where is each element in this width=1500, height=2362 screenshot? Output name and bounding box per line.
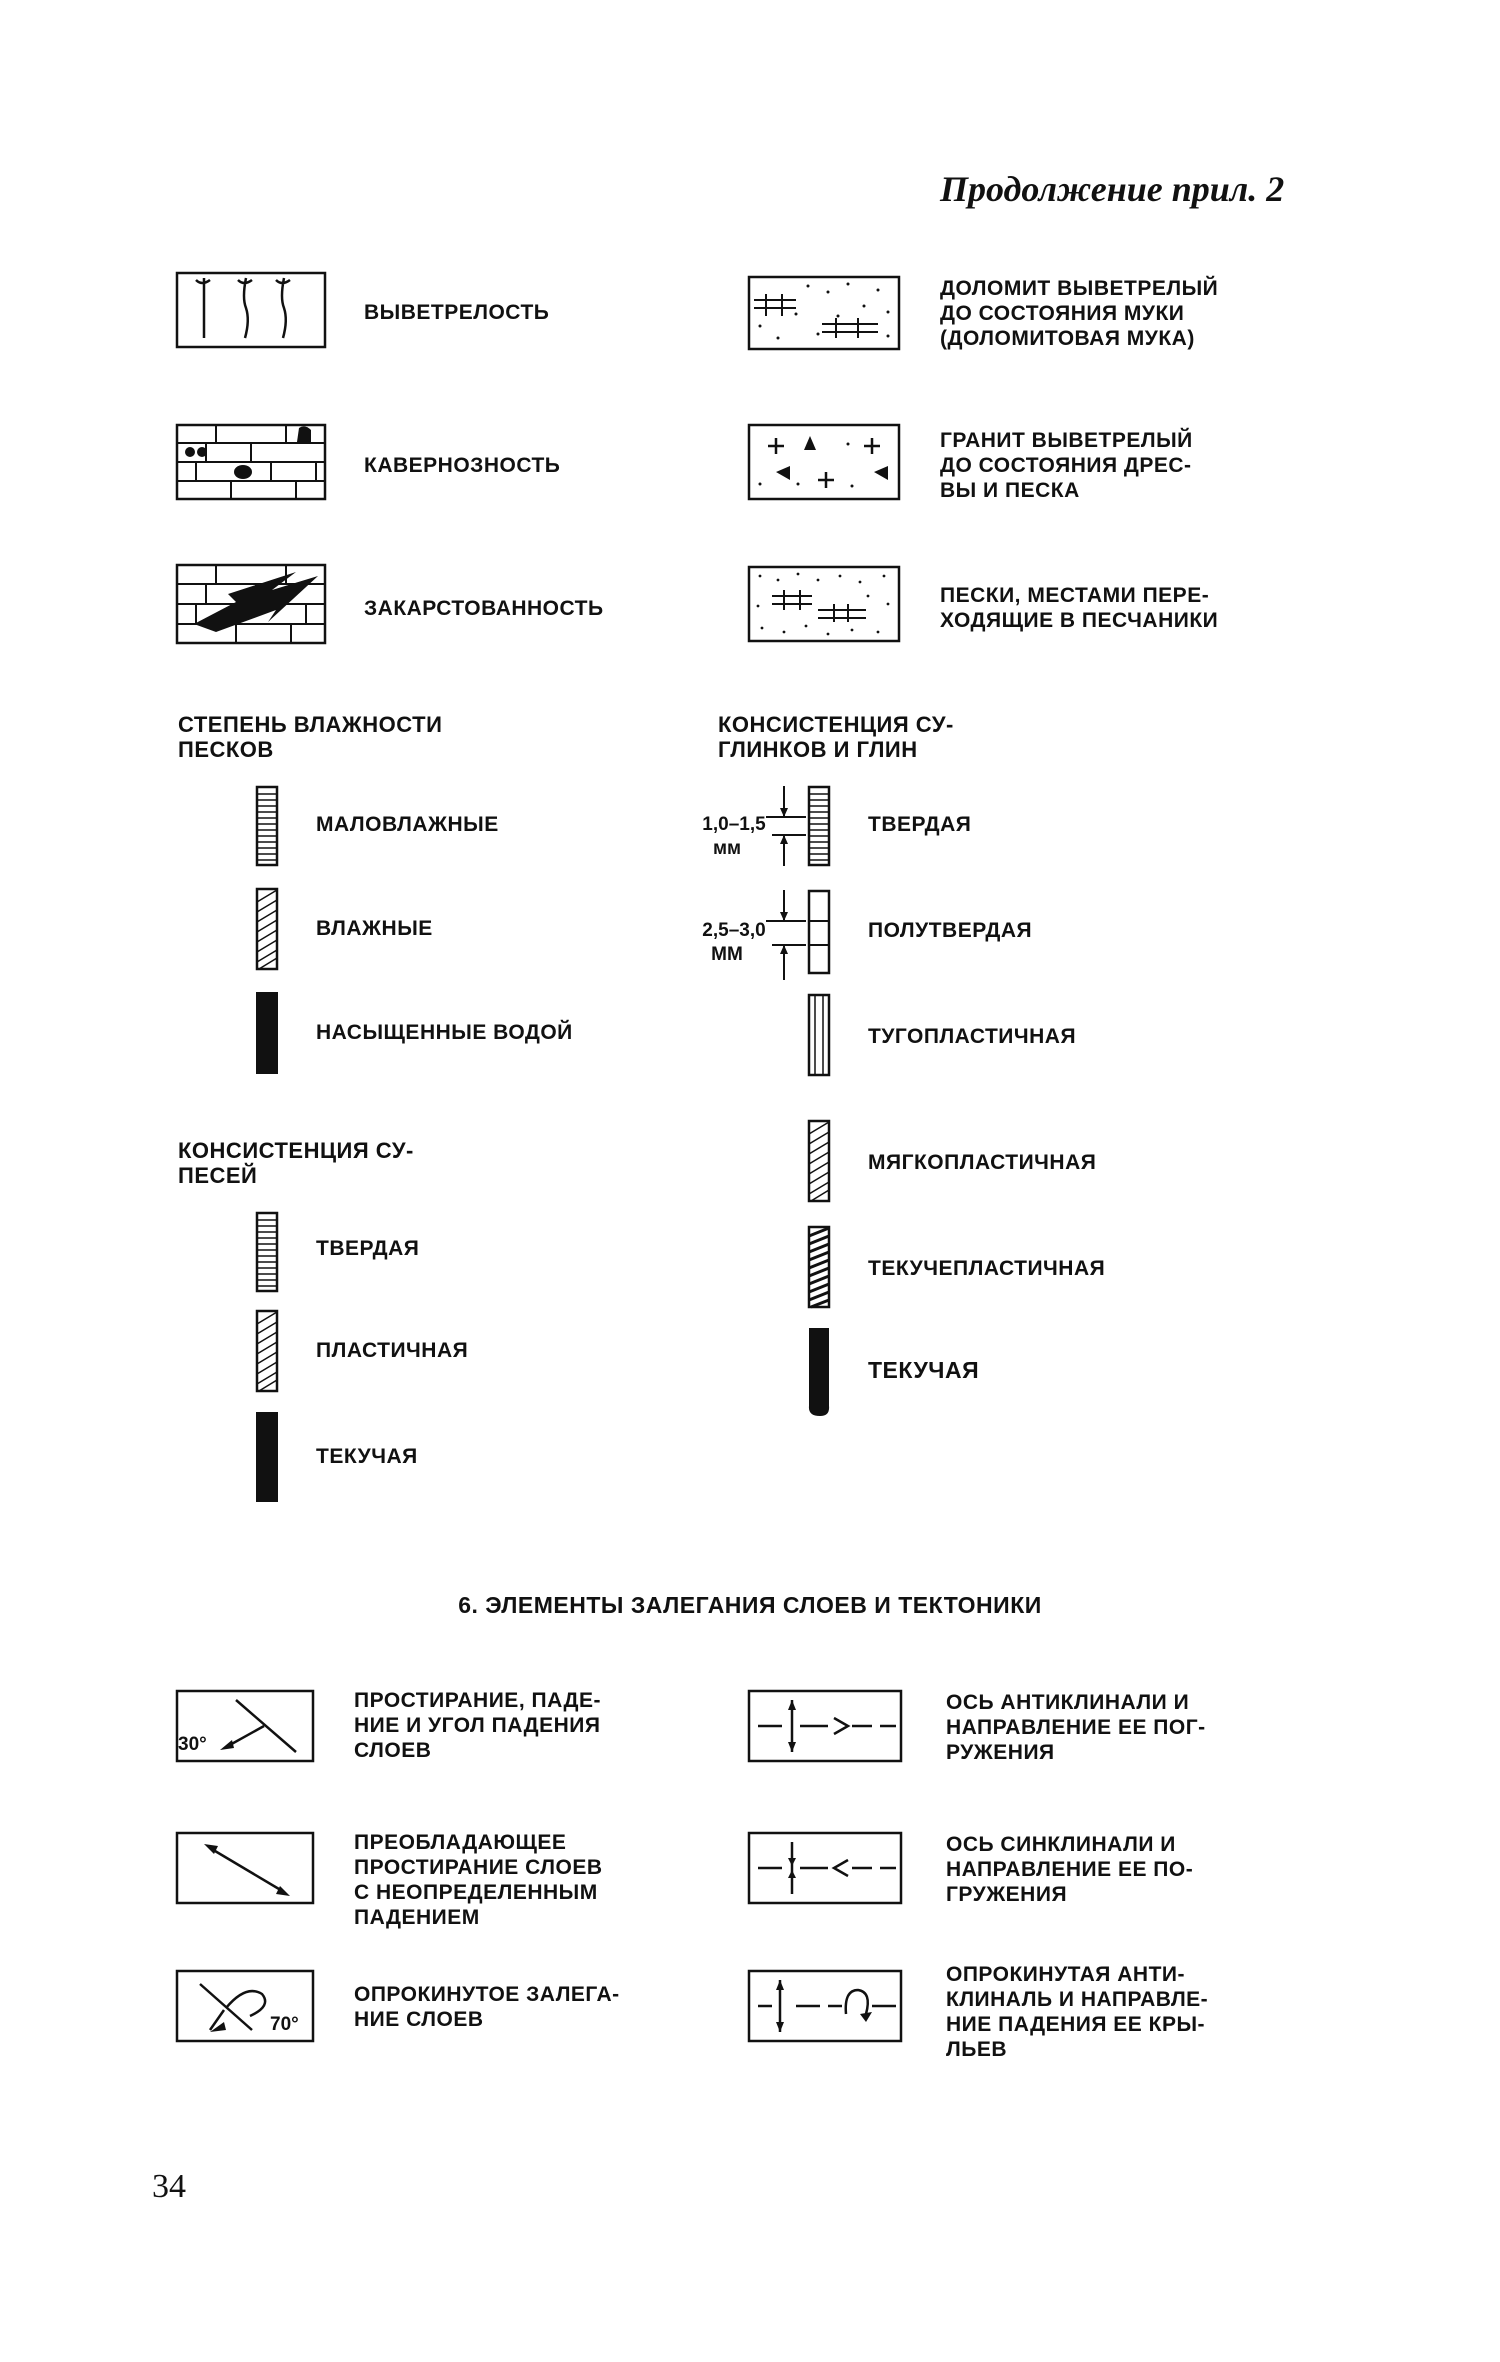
low-moisture-label: МАЛОВЛАЖНЫЕ: [316, 813, 499, 836]
anticline-axis-label: ОСЬ АНТИКЛИНАЛИ И НАПРАВЛЕНИЕ ЕЕ ПОГ- РУЖЕНИЯ: [946, 1691, 1206, 1764]
weathering-label: ВЫВЕТРЕЛОСТЬ: [364, 301, 550, 324]
sandy-loam-title: КОНСИСТЕНЦИЯ СУ- ПЕСЕЙ: [178, 1138, 414, 1188]
predominant-strike-label: ПРЕОБЛАДАЮЩЕЕ ПРОСТИРАНИЕ СЛОЕВ С НЕОПРЕДЕЛЕННЫМ ПАДЕНИЕМ: [354, 1831, 603, 1929]
dip-angle-70: 70°: [270, 2014, 299, 2035]
sand-sandstone-symbol: [748, 566, 900, 642]
clay-solid-label: ТВЕРДАЯ: [868, 813, 972, 836]
moist-label: ВЛАЖНЫЕ: [316, 917, 433, 940]
dim2-unit: ММ: [711, 944, 743, 965]
dim1-value: 1,0–1,5: [702, 814, 766, 835]
clay-fluid-symbol: [806, 1326, 832, 1418]
clay-stiff-plastic-label: ТУГОПЛАСТИЧНАЯ: [868, 1025, 1077, 1048]
clay-semisolid-label: ПОЛУТВЕРДАЯ: [868, 919, 1033, 942]
page-header: Продолжение прил. 2: [940, 169, 1285, 209]
clay-consistency-title: КОНСИСТЕНЦИЯ СУ- ГЛИНКОВ И ГЛИН: [718, 712, 954, 762]
weathering-symbol: [176, 272, 326, 348]
sandy-loam-fluid-symbol: [256, 1412, 278, 1504]
granite-label: ГРАНИТ ВЫВЕТРЕЛЫЙ ДО СОСТОЯНИЯ ДРЕС- ВЫ И ПЕСКА: [940, 429, 1193, 502]
sandy-loam-solid-symbol: [256, 1212, 278, 1292]
sandy-loam-plastic-label: ПЛАСТИЧНАЯ: [316, 1339, 469, 1362]
clay-soft-plastic-symbol: [808, 1120, 830, 1202]
dim1-unit: мм: [712, 838, 742, 859]
page-number: 34: [152, 2168, 186, 2205]
dim1-arrows: [766, 786, 806, 866]
dolomite-symbol: [748, 276, 900, 350]
karst-symbol: [176, 564, 326, 644]
clay-fluid-label: ТЕКУЧАЯ: [868, 1357, 980, 1383]
overturned-bedding-label: ОПРОКИНУТОЕ ЗАЛЕГА- НИЕ СЛОЕВ: [354, 1983, 620, 2031]
granite-symbol: [748, 424, 900, 500]
anticline-axis-symbol: [748, 1690, 902, 1762]
moist-symbol: [256, 888, 278, 970]
clay-fluid-plastic-symbol: [808, 1226, 830, 1308]
sandy-loam-plastic-symbol: [256, 1310, 278, 1392]
saturated-symbol: [256, 992, 278, 1074]
section-title: 6. ЭЛЕМЕНТЫ ЗАЛЕГАНИЯ СЛОЕВ И ТЕКТОНИКИ: [458, 1592, 1042, 1618]
karst-label: ЗАКАРСТОВАННОСТЬ: [364, 597, 604, 620]
overturned-anticline-label: ОПРОКИНУТАЯ АНТИ- КЛИНАЛЬ И НАПРАВЛЕ- НИЕ ПАДЕНИЯ ЕЕ КРЫ- ЛЬЕВ: [946, 1963, 1209, 2061]
cavernosity-label: КАВЕРНОЗНОСТЬ: [364, 454, 561, 477]
clay-stiff-plastic-symbol: [808, 994, 830, 1076]
dip-angle-30: 30°: [178, 1734, 207, 1755]
saturated-label: НАСЫЩЕННЫЕ ВОДОЙ: [316, 1021, 573, 1044]
low-moisture-symbol: [256, 786, 278, 866]
dim2-arrows: [766, 890, 806, 980]
predominant-strike-symbol: [176, 1832, 314, 1904]
sand-moisture-title: СТЕПЕНЬ ВЛАЖНОСТИ ПЕСКОВ: [178, 712, 443, 762]
sandy-loam-solid-label: ТВЕРДАЯ: [316, 1237, 420, 1260]
clay-semisolid-symbol: [808, 890, 830, 974]
syncline-axis-symbol: [748, 1832, 902, 1904]
overturned-anticline-symbol: [748, 1970, 902, 2042]
clay-solid-symbol: [808, 786, 830, 866]
syncline-axis-label: ОСЬ СИНКЛИНАЛИ И НАПРАВЛЕНИЕ ЕЕ ПО- ГРУЖЕНИЯ: [946, 1833, 1194, 1906]
sand-sandstone-label: ПЕСКИ, МЕСТАМИ ПЕРЕ- ХОДЯЩИЕ В ПЕСЧАНИКИ: [940, 584, 1219, 632]
strike-dip-label: ПРОСТИРАНИЕ, ПАДЕ- НИЕ И УГОЛ ПАДЕНИЯ СЛОЕВ: [354, 1689, 601, 1762]
clay-fluid-plastic-label: ТЕКУЧЕПЛАСТИЧНАЯ: [868, 1257, 1106, 1280]
dolomite-label: ДОЛОМИТ ВЫВЕТРЕЛЫЙ ДО СОСТОЯНИЯ МУКИ (ДОЛОМИТОВАЯ МУКА): [940, 277, 1219, 350]
clay-soft-plastic-label: МЯГКОПЛАСТИЧНАЯ: [868, 1151, 1097, 1174]
sandy-loam-fluid-label: ТЕКУЧАЯ: [316, 1445, 418, 1468]
cavernosity-symbol: [176, 424, 326, 500]
dim2-value: 2,5–3,0: [702, 920, 766, 941]
